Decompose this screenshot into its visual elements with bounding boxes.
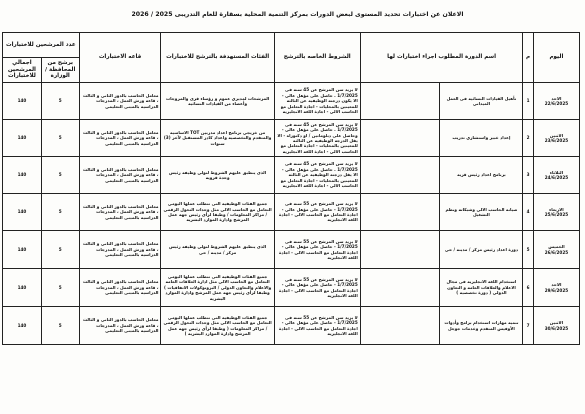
day-name: الثلاثاء — [549, 169, 564, 175]
hall-cell: معامل الحاسب بالدور الثاني و الثالث ، قاعه ورش العمل ، المدرجات الدراسية بالمبنى التعليمي — [79, 231, 161, 269]
table-body — [3, 83, 580, 345]
day-name: الخميس — [548, 244, 565, 250]
table-header-row — [3, 33, 580, 58]
day-name: الاربعاء — [549, 206, 564, 212]
hall-cell: معامل الحاسب بالدور الثاني و الثالث ، قاعه ورش العمل ، المدرجات الدراسية بالمبنى التعليمي — [79, 120, 161, 157]
per-dept-count: 5 — [41, 231, 79, 269]
header-per-dept: برشح من المحافظة / الوزارة — [41, 58, 79, 83]
total-count: 140 — [3, 307, 42, 345]
hall-cell: معامل الحاسب بالدور الثاني و الثالث ، قاعه ورش العمل ، المدرجات الدراسية بالمبنى التعليمي — [79, 307, 161, 345]
day-cell — [533, 269, 579, 307]
day-date: 29/6/2025 — [544, 287, 569, 293]
header-total: اجمالي المرشحين للاختبارات — [3, 58, 42, 83]
day-name: الاثنين — [549, 320, 564, 326]
requirement-cell — [360, 194, 440, 231]
day-name: الاحد — [551, 95, 562, 101]
table-row — [3, 307, 580, 345]
course-name: برنامج اعداد رئيس قرية — [440, 157, 523, 194]
categories-cell: جميع الفئات الوظيفيه التى تتطلب عملها اليومي التعامل مع الحاسب الالي مثل وحدات التحول الرقمي / مراكز المعلومات / وطبقا لرأى رئيس جهه عمل المرشح وادارة الموارد البشرية — [161, 194, 274, 231]
total-count: 140 — [3, 231, 42, 269]
row-number: 2 — [523, 120, 533, 157]
day-name: الاثنين — [549, 132, 564, 138]
conditions-cell: لا يزيد سن المرشح عن 55 سنه فى 1/7/2025 - حاصل على مؤهل عالي - اجادة التعامل مع الحاسب الالي - اجادة اللغه الانجليزيه — [274, 307, 360, 345]
table-row — [3, 269, 580, 307]
day-cell — [533, 194, 579, 231]
day-date: 22/6/2025 — [544, 101, 569, 106]
page-title: الاعلان عن اختبارات تحديد المستوى لبعض الدورات بمركز التنمية المحلية بسقارة للعام التدريبى 2025 / 2026 — [131, 11, 464, 18]
day-cell — [533, 120, 579, 157]
day-cell — [533, 231, 579, 269]
table-row — [3, 83, 580, 120]
hall-cell: معامل الحاسب بالدور الثاني و الثالث ، قاعه ورش العمل ، المدرجات الدراسية بالمبنى التعليمي — [79, 194, 161, 231]
course-name: تنمية مهارات استخدام برامج وأدوات الأوفيس المتقدم وخدمات جوجل — [440, 307, 523, 345]
conditions-cell: لا يزيد سن المرشح عن 45 سنه فى 1/7/2025 . حاصل على مؤهل عالي - الا يقل درجته الوظيفية عن الثالثة للمعينين بالمحليات - اجادة التعامل مع الحاسب الالي - اجادة اللغه الانجليزيه — [274, 157, 360, 194]
header-day: اليوم — [533, 33, 579, 83]
row-number: 7 — [523, 307, 533, 345]
total-count: 140 — [3, 83, 42, 120]
course-name: دورة اعداد رئيس مركز / مدينة / حي — [440, 231, 523, 269]
total-count: 140 — [3, 269, 42, 307]
per-dept-count: 5 — [41, 83, 79, 120]
categories-cell: من خريجي برنامج اعداد مدربين TOT الاساسية والمتقدم والتخصصية واعداد كادر المستقبل لآخر (3) سنوات — [161, 120, 274, 157]
total-count: 140 — [3, 120, 42, 157]
day-name: الاحد — [551, 282, 562, 288]
requirement-cell — [360, 157, 440, 194]
requirement-cell — [360, 269, 440, 307]
requirement-cell — [360, 83, 440, 120]
header-course: اسم الدورة المطلوب اجراء اختبارات لها — [360, 33, 523, 83]
per-dept-count: 5 — [41, 194, 79, 231]
hall-cell: معامل الحاسب بالدور الثاني و الثالث ، قاعه ورش العمل ، المدرجات الدراسية بالمبنى التعليمي — [79, 157, 161, 194]
header-trainees-group: عدد المرشحين للاختبارات — [3, 33, 80, 58]
row-number: 5 — [523, 231, 533, 269]
table-row — [3, 157, 580, 194]
categories-cell: جميع الفئات الوظيفيه التى تتطلب عملها اليومي التعامل مع الحاسب الالي مثل وحدات التحول الرقمي / مراكز المعلومات ( وطبقا لرأى رئيس جهه عمل المرشح وادارة الموارد البشرية ) — [161, 307, 274, 345]
categories-cell: الذى ينطبق عليهم الشروط لتولي وظيفة رئيس مركز / مدينة / حي — [161, 231, 274, 269]
hall-cell: معامل الحاسب بالدور الثاني و الثالث ، قاعه ورش العمل ، المدرجات الدراسية بالمبنى التعليمي — [79, 269, 161, 307]
header-hall: قاعه الاختبارات — [79, 33, 161, 83]
course-name: إعداد خبير واستشاري تدريب — [440, 120, 523, 157]
schedule-table — [2, 32, 580, 345]
course-name: استخدام اللغه الانجليزية فى مجال الاعلام والعلاقات العامه و التعاون الدولي ( دورة تخصصية ) — [440, 269, 523, 307]
day-cell — [533, 157, 579, 194]
day-date: 30/6/2025 — [544, 325, 569, 331]
total-count: 140 — [3, 194, 42, 231]
total-count: 140 — [3, 157, 42, 194]
requirement-cell — [360, 307, 440, 345]
row-number: 6 — [523, 269, 533, 307]
per-dept-count: 5 — [41, 157, 79, 194]
hall-cell: معامل الحاسب بالدور الثاني و الثالث ، قاعه ورش العمل ، المدرجات الدراسية بالمبنى التعليمي — [79, 83, 161, 120]
requirement-cell — [360, 120, 440, 157]
per-dept-count: 5 — [41, 307, 79, 345]
row-number: 1 — [523, 83, 533, 120]
header-conditions: الشروط الخاصه بالترشح — [274, 33, 360, 83]
conditions-cell: لا يزيد سن المرشح عن 55 سنه فى 1/7/2025 - حاصل على مؤهل عالي - اجادة التعامل مع الحاسب الالي - اجادة اللغه الانجليزيه — [274, 269, 360, 307]
day-cell — [533, 307, 579, 345]
course-name: تأهيل القيادات النسائية فى العمل الميداني — [440, 83, 523, 120]
day-date: 23/6/2025 — [544, 138, 569, 143]
header-categories: الفئات المستهدفة بالترشح للاختبارات — [161, 33, 274, 83]
course-name: صيانة الحاسب الالي وشبكاته ونظم التشغيل — [440, 194, 523, 231]
table-row — [3, 231, 580, 269]
categories-cell: جميع الفئات الوظيفيه التى تتطلب عملها اليومي التعامل مع الحاسب الالي مثل ادارة العلاقات العامة والاعلام والتعاون الدولي / البروتوكولات الاتفاقيات ) وطبقا لرأى رئيس جهه عمل المرشح وادارة الموارد البشرية — [161, 269, 274, 307]
header-num: م — [523, 33, 533, 83]
row-number: 4 — [523, 194, 533, 231]
conditions-cell: لا يزيد سن المرشح عن 45 سنه فى 1/7/2025 . حاصل على مؤهل عالي - وحاصل على دبلوماتين / او دكتوراه - الا يقل الدرجة الوظيفية عن الثالثة للمعينين بالمحليات - اجادة التعامل مع الحاسب الالي - اجادة اللغه الانجليزيه — [274, 120, 360, 157]
categories-cell: الذى ينطبق عليهم الشروط لتولي وظيفة رئيس وحدة قروية — [161, 157, 274, 194]
per-dept-count: 5 — [41, 269, 79, 307]
table-row — [3, 120, 580, 157]
day-date: 24/6/2025 — [544, 175, 569, 180]
conditions-cell: لا يزيد سن المرشح عن 55 سنه فى 1/7/2025 - حاصل على مؤهل عالي - اجادة التعامل مع الحاسب الالي - اجادة اللغه الانجليزيه — [274, 194, 360, 231]
requirement-cell — [360, 231, 440, 269]
per-dept-count: 5 — [41, 120, 79, 157]
categories-cell: المرشحات لمديري عموم و رؤساء قرى والمروجات وأعضاء من القيادات النسائية — [161, 83, 274, 120]
table-row — [3, 194, 580, 231]
conditions-cell: لا يزيد سن المرشح عن 55 سنه فى 1/7/2025 - حاصل على مؤهل عالي - اجادة التعامل مع الحاسب الالي - اجادة اللغه الانجليزيه — [274, 231, 360, 269]
row-number: 3 — [523, 157, 533, 194]
day-cell — [533, 83, 579, 120]
day-date: 25/6/2025 — [544, 212, 569, 217]
conditions-cell: لا يزيد سن المرشح عن 45 سنه فى 1/7/2025 . حاصل على مؤهل عالي - الا يكون درجته الوظيفية عن الثالثه للمعينين بالمحليات - اجادة التعامل مع الحاسب الالي - اجادة اللغه الانجليزيه — [274, 83, 360, 120]
day-date: 26/6/2025 — [544, 249, 569, 255]
